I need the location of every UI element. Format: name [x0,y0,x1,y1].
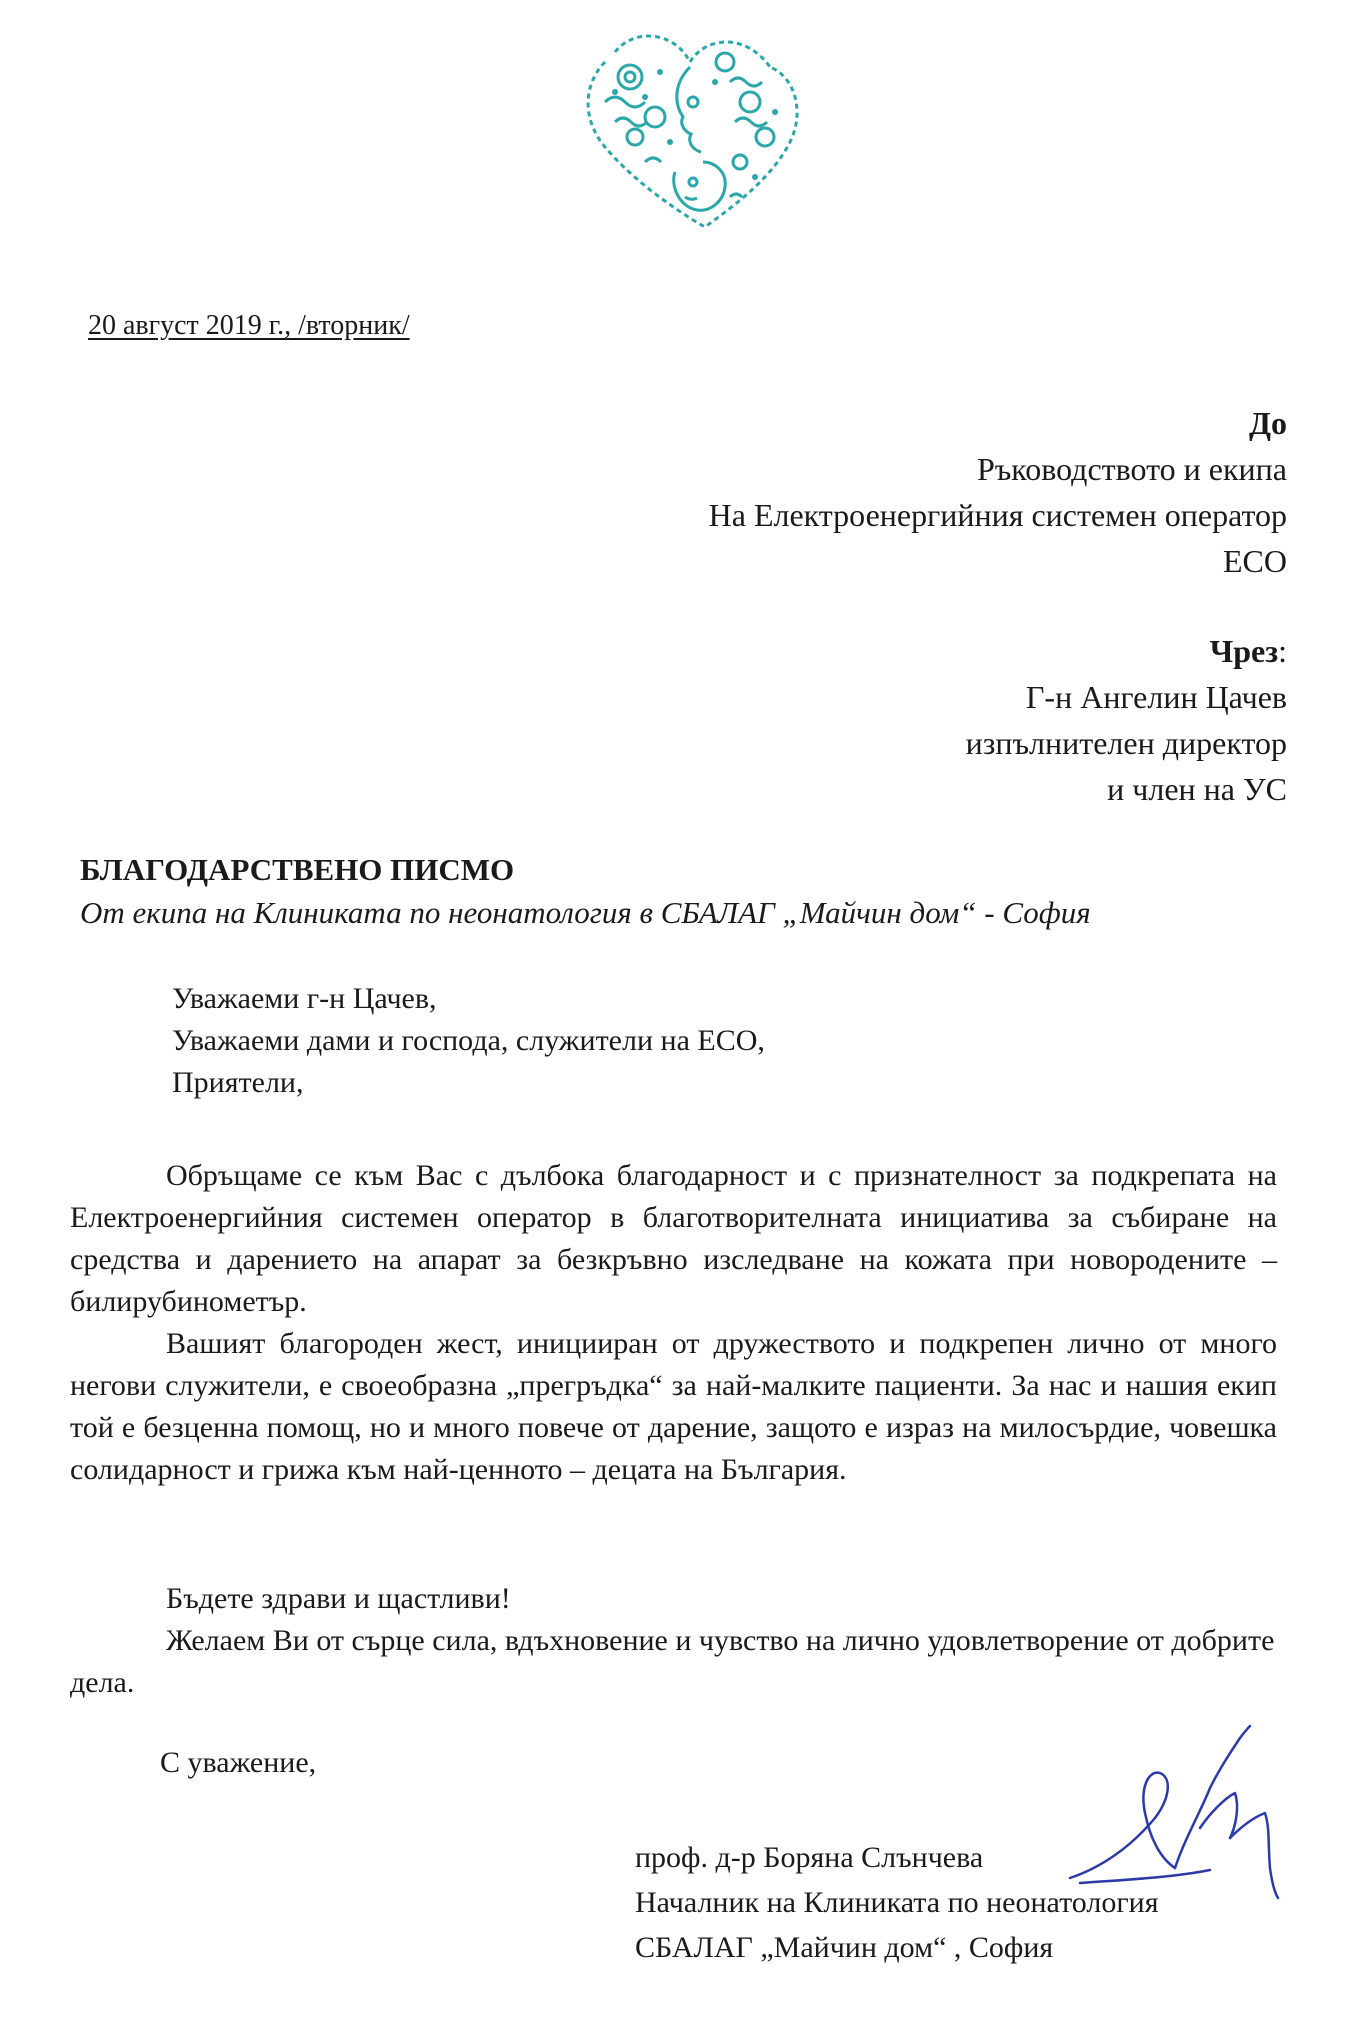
signer-block [635,1835,1159,1970]
body-paragraph: Вашият благороден жест, иницииран от дружеството и подкрепен лично от много негови служители, е своеобразна „прегръдка“ за най-малките пациенти. За нас и нашия екип той е безценна помощ, но и много повече от дарение, защото е израз на милосърдие, човешка солидарност и грижа към най-ценното – децата на България. [70,1327,1277,1486]
wish-line: Желаем Ви от сърце сила, вдъхновение и чувство на лично удовлетворение от добрите дела. [70,1624,1275,1699]
via-position-1: изпълнителен директор [965,725,1287,761]
greetings-block [172,978,765,1104]
letter-title: БЛАГОДАРСТВЕНО ПИСМО [80,852,515,887]
letter-date: 20 август 2019 г., /вторник/ [88,310,410,341]
letter-body [70,1155,1277,1491]
addressee-line-1: Ръководството и екипа [976,451,1287,487]
via-colon: : [1278,633,1287,669]
closing-phrase: С уважение, [160,1746,317,1779]
hospital-logo-icon [575,22,805,237]
greeting-line: Приятели, [172,1066,304,1099]
signer-role: Началник на Клиниката по неонатология [635,1886,1159,1919]
via-name: Г-н Ангелин Цачев [1025,679,1287,715]
addressee-line-3: ЕСО [1223,543,1287,579]
via-position-2: и член на УС [1107,771,1287,807]
addressee-block [387,400,1287,584]
greeting-line: Уважаеми г-н Цачев, [172,982,437,1015]
logo-graphic [575,22,805,237]
signer-organization: СБАЛАГ „Майчин дом“ , София [635,1931,1054,1964]
addressee-label: До [1248,405,1287,441]
addressee-line-2: На Електроенергийния системен оператор [708,497,1287,533]
letter-subtitle: От екипа на Клиниката по неонатология в СБАЛАГ „Майчин дом“ - София [80,895,1091,930]
wishes-block [70,1578,1277,1704]
greeting-line: Уважаеми дами и господа, служители на ЕСО, [172,1024,765,1057]
signer-name: проф. д-р Боряна Слънчева [635,1841,984,1874]
body-paragraph: Обръщаме се към Вас с дълбока благодарност и с признателност за подкрепата на Електроенергийния системен оператор в благотворителната инициатива за събиране на средства и дарението на апарат за безкръвно изследване на кожата при новородените – билирубинометър. [70,1159,1277,1318]
via-label: Чрез [1209,633,1279,669]
wish-line: Бъдете здрави и щастливи! [166,1582,511,1615]
via-block [387,628,1287,812]
